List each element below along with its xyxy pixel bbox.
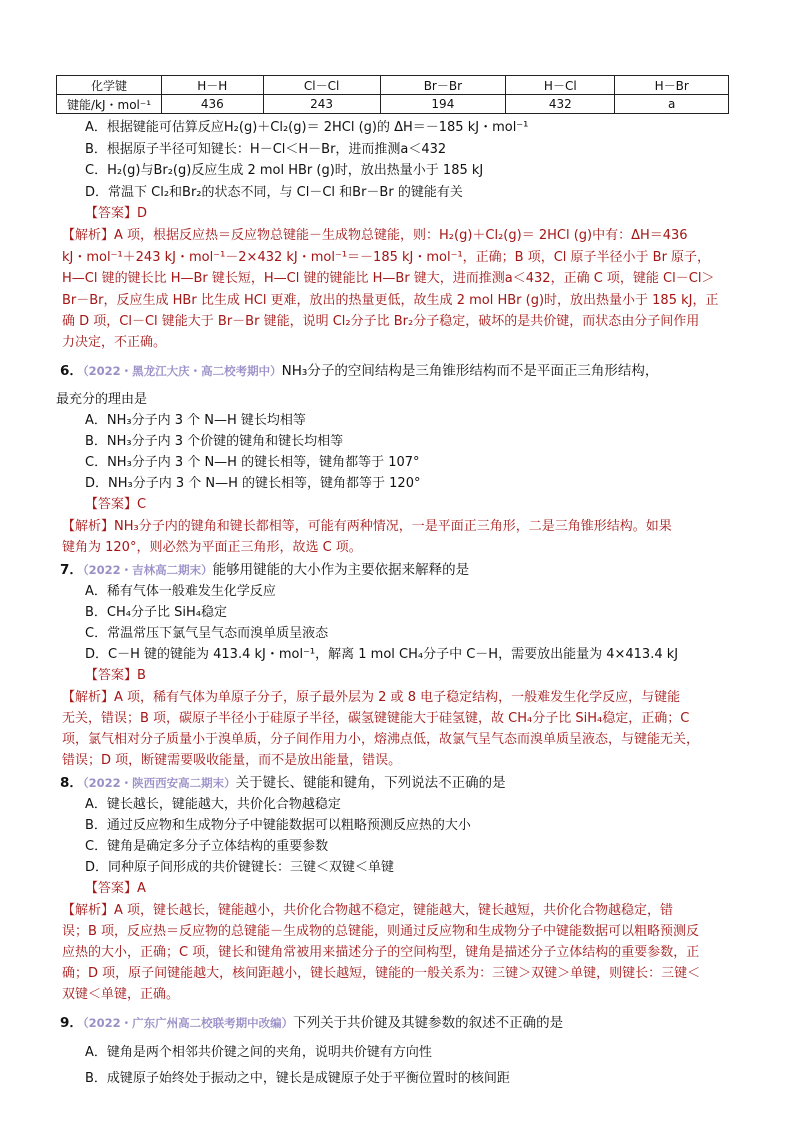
question-title (60, 1015, 563, 1031)
option-a: A．键长越长，键能越大，共价化合物越稳定 (85, 797, 341, 812)
analysis-line: 【解析】A 项，键长越长，键能越小，共价化合物越不稳定，键能越大，键长越短，共价化合物越稳定，错 (62, 903, 674, 918)
table-header-cell: H－H (162, 76, 264, 95)
option-a: A．根据键能可估算反应H₂(g)＋Cl₂(g)＝ 2HCl (g)的 ΔH＝－185 kJ・mol⁻¹ (85, 120, 529, 135)
option-a: A．稀有气体一般难发生化学反应 (85, 584, 276, 599)
analysis-line: 无关，错误；B 项，碳原子半径小于硅原子半径，碳氢键键能大于硅氢键，故 CH₄分子比 SiH₄稳定，正确；C (62, 711, 690, 726)
table-row (57, 95, 729, 114)
answer: 【答案】D (85, 206, 148, 221)
analysis-line: 错误；D 项，断键需要吸收能量，而不是放出能量，错误。 (62, 753, 402, 768)
option-c: C．键角是确定多分子立体结构的重要参数 (85, 839, 329, 854)
analysis-line: 键角为 120°，则必然为平面正三角形，故选 C 项。 (62, 540, 362, 555)
analysis-line: H—Cl 键的键长比 H—Br 键长短，H—Cl 键的键能比 H—Br 键大，进而推测a＜432，正确 C 项，键能 Cl－Cl＞ (62, 271, 715, 286)
analysis-line: Br－Br，反应生成 HBr 比生成 HCl 更难，放出的热量更低，故生成 2 mol HBr (g)时，放出热量小于 185 kJ，正 (62, 293, 719, 308)
analysis-line: 误；B 项，反应热＝反应物的总键能－生成物的总键能，则通过反应物和生成物分子中键能数据可以粗略预测反 (62, 924, 700, 939)
table-header-cell: H－Cl (506, 76, 615, 95)
question-source: （2022・陕西西安高二期末） (82, 776, 236, 790)
question-title (60, 775, 506, 791)
question-stem: 最充分的理由是 (56, 392, 148, 407)
question-source: （2022・黑龙江大庆・高二校考期中） (82, 364, 282, 378)
answer: 【答案】A (85, 881, 146, 896)
analysis-line: kJ・mol⁻¹＋243 kJ・mol⁻¹－2×432 kJ・mol⁻¹＝－185 kJ・mol⁻¹，正确；B 项，Cl 原子半径小于 Br 原子， (62, 250, 711, 265)
analysis-line: 应热的大小，正确；C 项，键长和键角常被用来描述分子的空间构型，键角是描述分子立体结构的重要参数，正 (62, 945, 700, 960)
option-b: B．通过反应物和生成物分子中键能数据可以粗略预测反应热的大小 (85, 818, 471, 833)
option-c: C．常温常压下氯气呈气态而溴单质呈液态 (85, 626, 329, 641)
question-stem: 能够用键能的大小作为主要依据来解释的是 (212, 562, 470, 578)
option-d: D．C－H 键的键能为 413.4 kJ・mol⁻¹，解离 1 mol CH₄分子中 C－H，需要放出能量为 4×413.4 kJ (85, 647, 679, 662)
question-number: 9． (60, 1015, 83, 1031)
analysis-line: 【解析】A 项，稀有气体为单原子分子，原子最外层为 2 或 8 电子稳定结构，一般难发生化学反应，与键能 (62, 690, 681, 705)
option-b: B．成键原子始终处于振动之中，键长是成键原子处于平衡位置时的核间距 (85, 1071, 510, 1086)
analysis-line: 双键＜单键，正确。 (62, 987, 180, 1002)
answer: 【答案】C (85, 497, 147, 512)
analysis-line: 确；D 项，原子间键能越大，核间距越小，键长越短，键能的一般关系为：三键＞双键＞单键，则键长：三键＜ (62, 966, 701, 981)
table-header-cell: 化学键 (57, 76, 162, 95)
question-number: 6． (60, 363, 83, 379)
option-a: A．键角是两个相邻共价键之间的夹角，说明共价键有方向性 (85, 1045, 432, 1060)
question-title (60, 562, 469, 578)
table-header-cell: H－Br (615, 76, 729, 95)
question-stem: 关于键长、键能和键角，下列说法不正确的是 (235, 775, 506, 791)
table-header-row (57, 76, 729, 95)
analysis-line: 确 D 项，Cl－Cl 键能大于 Br－Br 键能，说明 Cl₂分子比 Br₂分子稳定，破坏的是共价键，而状态由分子间作用 (62, 314, 700, 329)
table-cell: 432 (506, 95, 615, 114)
question-number: 8． (60, 775, 83, 791)
question-stem: 下列关于共价键及其键参数的叙述不正确的是 (293, 1015, 564, 1031)
table-cell: a (615, 95, 729, 114)
option-b: B．根据原子半径可知键长：H－Cl＜H－Br，进而推测a＜432 (85, 142, 447, 157)
analysis-line: 【解析】A 项，根据反应热＝反应物总键能－生成物总键能，则：H₂(g)＋Cl₂(g)＝ 2HCl (g)中有：ΔH＝436 (62, 228, 688, 243)
question-source: （2022・吉林高二期末） (82, 563, 213, 577)
question-number: 7． (60, 562, 83, 578)
question-source: （2022・广东广州高二校联考期中改编） (82, 1016, 294, 1030)
analysis-line: 【解析】NH₃分子内的键角和键长都相等，可能有两种情况，一是平面正三角形，二是三角锥形结构。如果 (62, 519, 672, 534)
analysis-line: 力决定，不正确。 (62, 335, 167, 350)
option-c: C．NH₃分子内 3 个 N—H 的键长相等，键角都等于 107° (85, 455, 420, 470)
bond-energy-table (56, 75, 729, 114)
table-cell: 194 (380, 95, 506, 114)
option-d: D．NH₃分子内 3 个 N—H 的键长相等，键角都等于 120° (85, 476, 421, 491)
question-stem: NH₃分子的空间结构是三角锥形结构而不是平面正三角形结构， (281, 363, 659, 379)
table-row-label: 键能/kJ・mol⁻¹ (57, 95, 162, 114)
option-a: A．NH₃分子内 3 个 N—H 键长均相等 (85, 413, 306, 428)
option-b: B．CH₄分子比 SiH₄稳定 (85, 605, 227, 620)
table-header-cell: Br－Br (380, 76, 506, 95)
table-cell: 243 (263, 95, 380, 114)
question-title (60, 363, 658, 379)
option-c: C．H₂(g)与Br₂(g)反应生成 2 mol HBr (g)时，放出热量小于 185 kJ (85, 163, 484, 178)
answer: 【答案】B (85, 668, 146, 683)
table-cell: 436 (162, 95, 264, 114)
option-d: D．同种原子间形成的共价键键长：三键＜双键＜单键 (85, 860, 395, 875)
table-header-cell: Cl－Cl (263, 76, 380, 95)
analysis-line: 项，氯气相对分子质量小于溴单质，分子间作用力小，熔沸点低，故氯气呈气态而溴单质呈液态，与键能无关， (62, 732, 700, 747)
option-b: B．NH₃分子内 3 个价键的键角和键长均相等 (85, 434, 344, 449)
option-d: D．常温下 Cl₂和Br₂的状态不同，与 Cl－Cl 和Br－Br 的键能有关 (85, 185, 463, 200)
